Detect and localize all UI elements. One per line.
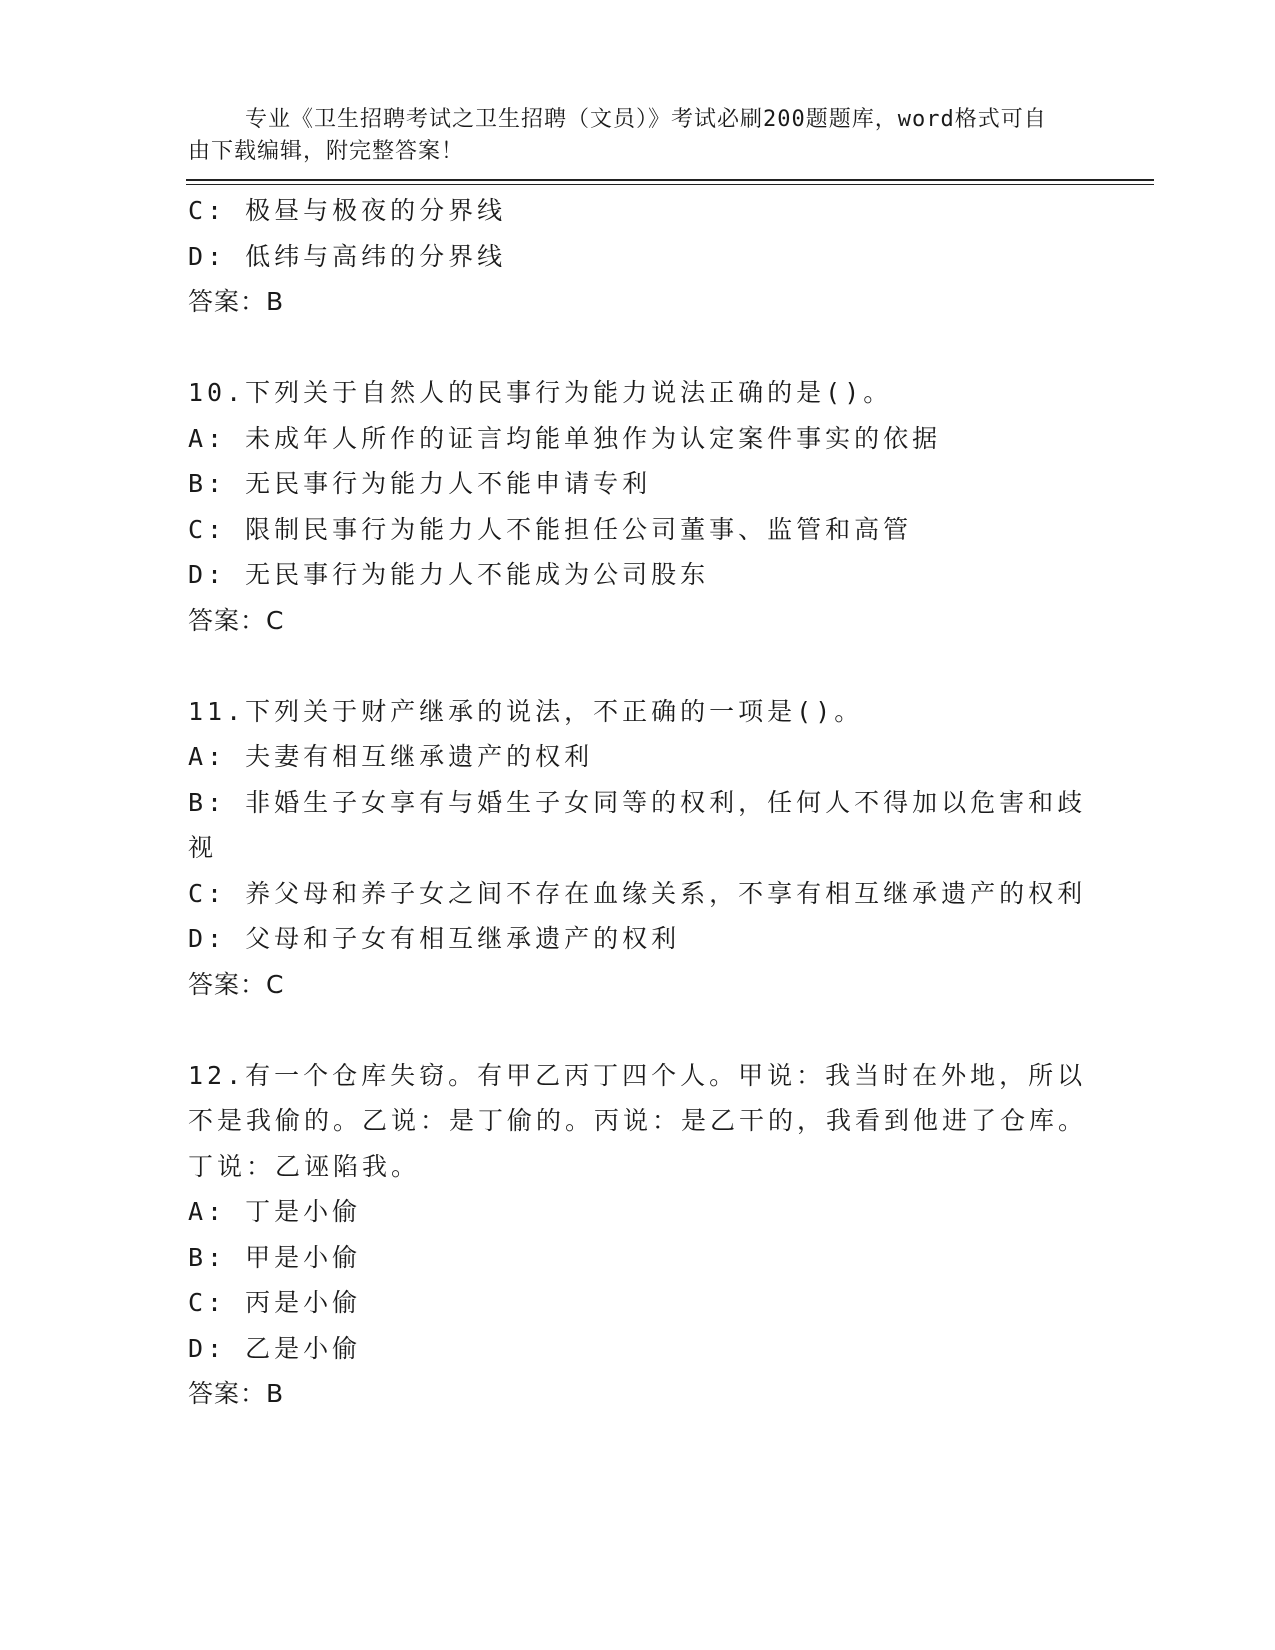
answer-line: 答案：C [188,605,285,635]
header-rule-thin [186,184,1154,185]
answer-line: 答案：B [188,287,285,316]
question-stem: 10.下列关于自然人的民事行为能力说法正确的是()。 [188,378,893,407]
option-d: D: 无民事行为能力人不能成为公司股东 [188,560,710,589]
question-list [188,188,1088,1417]
option-c: C: 丙是小偷 [188,1288,362,1317]
option-a: A: 丁是小偷 [188,1197,362,1226]
question-block-10 [188,370,1088,643]
option-c: C: 养父母和养子女之间不存在血缘关系，不享有相互继承遗产的权利 [188,878,1087,908]
spacer [188,643,1088,689]
spacer [188,325,1088,371]
option-a: A: 未成年人所作的证言均能单独作为认定案件事实的依据 [188,423,942,453]
header-rule-thick [186,179,1154,181]
spacer [188,1007,1088,1053]
option-d: D: 父母和子女有相互继承遗产的权利 [188,924,681,953]
question-block-11 [188,689,1088,1008]
option-b: B: 甲是小偷 [188,1242,362,1272]
answer-line: 答案：C [188,969,285,999]
option-a: A: 夫妻有相互继承遗产的权利 [188,742,594,771]
question-stem: 12.有一个仓库失窃。有甲乙丙丁四个人。甲说：我当时在外地，所以不是我偷的。乙说：是丁偷的。丙说：是乙干的，我看到他进了仓库。丁说：乙诬陷我。 [188,1060,1088,1181]
question-block-12 [188,1053,1088,1417]
option-c: C: 限制民事行为能力人不能担任公司董事、监管和高管 [188,514,913,544]
option-c: C: 极昼与极夜的分界线 [188,196,507,225]
option-d: D: 低纬与高纬的分界线 [188,241,507,271]
option-d: D: 乙是小偷 [188,1333,362,1363]
answer-line: 答案：B [188,1379,285,1408]
option-b: B: 非婚生子女享有与婚生子女同等的权利，任何人不得加以危害和歧视 [188,787,1087,862]
header-text: 专业《卫生招聘考试之卫生招聘（文员）》考试必刷200题题库，word格式可自由下载编辑，附完整答案！ [188,107,1047,164]
option-b: B: 无民事行为能力人不能申请专利 [188,469,652,498]
question-block-9 [188,188,1088,325]
question-stem: 11.下列关于财产继承的说法，不正确的一项是()。 [188,696,864,726]
